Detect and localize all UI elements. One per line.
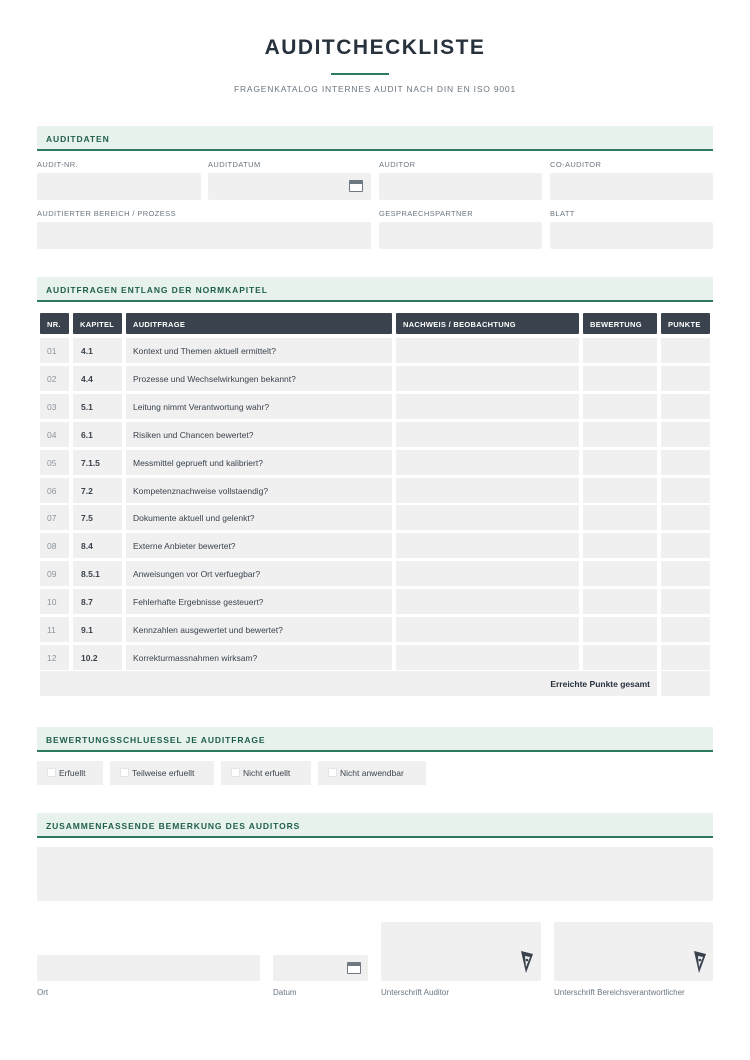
- cell-kapitel: 7.5: [73, 505, 122, 530]
- legend-checkbox[interactable]: [231, 768, 240, 777]
- co-auditor-field[interactable]: [550, 173, 713, 200]
- cell-bewertung-input[interactable]: [583, 422, 657, 447]
- cell-kapitel: 10.2: [73, 645, 122, 670]
- legend-label: Nicht erfuellt: [243, 768, 291, 778]
- cell-punkte-input[interactable]: [661, 422, 710, 447]
- cell-punkte-input[interactable]: [661, 478, 710, 503]
- legend-checkbox[interactable]: [47, 768, 56, 777]
- legend-option-nicht-erfuellt: [221, 761, 311, 785]
- datum-field[interactable]: [273, 955, 368, 981]
- cell-nachweis-input[interactable]: [396, 533, 579, 558]
- col-header-punkte: PUNKTE: [661, 313, 710, 334]
- cell-nachweis-input[interactable]: [396, 478, 579, 503]
- cell-punkte-input[interactable]: [661, 533, 710, 558]
- cell-kapitel: 7.1.5: [73, 450, 122, 475]
- section-bewertungsschluessel: [37, 727, 713, 752]
- cell-auditfrage: Kennzahlen ausgewertet und bewertet?: [126, 617, 392, 642]
- legend-option-nicht-anwendbar: [318, 761, 426, 785]
- total-label: Erreichte Punkte gesamt: [550, 679, 650, 689]
- pen-icon: [520, 950, 534, 974]
- cell-auditfrage: Risiken und Chancen bewertet?: [126, 422, 392, 447]
- gespraechspartner-field[interactable]: [379, 222, 542, 249]
- cell-punkte-input[interactable]: [661, 450, 710, 475]
- col-header-bewertung: BEWERTUNG: [583, 313, 657, 334]
- cell-nr: 08: [40, 533, 69, 558]
- section-auditfragen: [37, 277, 713, 302]
- cell-punkte-input[interactable]: [661, 505, 710, 530]
- signature-verantwortlicher-field[interactable]: [554, 922, 713, 981]
- pen-icon: [693, 950, 707, 974]
- datum-label: Datum: [273, 988, 297, 997]
- total-label-bar: [40, 671, 657, 696]
- cell-bewertung-input[interactable]: [583, 394, 657, 419]
- cell-auditfrage: Kompetenznachweise vollstaendig?: [126, 478, 392, 503]
- calendar-icon[interactable]: [349, 180, 363, 192]
- cell-nachweis-input[interactable]: [396, 366, 579, 391]
- cell-nr: 06: [40, 478, 69, 503]
- cell-punkte-input[interactable]: [661, 589, 710, 614]
- col-header-auditfrage: AUDITFRAGE: [126, 313, 392, 334]
- legend-option-erfuellt: [37, 761, 103, 785]
- legend-option-teilweise: [110, 761, 214, 785]
- ort-field[interactable]: [37, 955, 260, 981]
- cell-bewertung-input[interactable]: [583, 645, 657, 670]
- cell-nachweis-input[interactable]: [396, 338, 579, 363]
- cell-auditfrage: Dokumente aktuell und gelenkt?: [126, 505, 392, 530]
- cell-auditfrage: Messmittel geprueft und kalibriert?: [126, 450, 392, 475]
- cell-nachweis-input[interactable]: [396, 561, 579, 586]
- cell-bewertung-input[interactable]: [583, 338, 657, 363]
- cell-auditfrage: Leitung nimmt Verantwortung wahr?: [126, 394, 392, 419]
- section-auditdaten: [37, 126, 713, 151]
- cell-kapitel: 8.4: [73, 533, 122, 558]
- cell-kapitel: 4.1: [73, 338, 122, 363]
- auditor-field[interactable]: [379, 173, 542, 200]
- cell-auditfrage: Externe Anbieter bewertet?: [126, 533, 392, 558]
- page-subtitle: FRAGENKATALOG INTERNES AUDIT NACH DIN EN ISO 9001: [234, 84, 516, 94]
- cell-nachweis-input[interactable]: [396, 450, 579, 475]
- cell-nr: 05: [40, 450, 69, 475]
- cell-kapitel: 7.2: [73, 478, 122, 503]
- title-divider: [331, 73, 389, 75]
- cell-kapitel: 4.4: [73, 366, 122, 391]
- cell-auditfrage: Anweisungen vor Ort verfuegbar?: [126, 561, 392, 586]
- cell-punkte-input[interactable]: [661, 617, 710, 642]
- cell-nachweis-input[interactable]: [396, 589, 579, 614]
- legend-checkbox[interactable]: [328, 768, 337, 777]
- cell-nachweis-input[interactable]: [396, 394, 579, 419]
- calendar-icon[interactable]: [347, 962, 361, 974]
- cell-punkte-input[interactable]: [661, 561, 710, 586]
- bemerkung-textarea[interactable]: [37, 847, 713, 901]
- cell-nr: 11: [40, 617, 69, 642]
- audit-nr-field[interactable]: [37, 173, 201, 200]
- bereich-label: AUDITIERTER BEREICH / PROZESS: [37, 209, 176, 218]
- cell-kapitel: 5.1: [73, 394, 122, 419]
- cell-auditfrage: Fehlerhafte Ergebnisse gesteuert?: [126, 589, 392, 614]
- cell-punkte-input[interactable]: [661, 645, 710, 670]
- blatt-label: BLATT: [550, 209, 575, 218]
- section-heading: BEWERTUNGSSCHLUESSEL JE AUDITFRAGE: [46, 735, 266, 745]
- legend-checkbox[interactable]: [120, 768, 129, 777]
- cell-nachweis-input[interactable]: [396, 645, 579, 670]
- ort-label: Ort: [37, 988, 49, 997]
- cell-nachweis-input[interactable]: [396, 505, 579, 530]
- section-heading: AUDITFRAGEN ENTLANG DER NORMKAPITEL: [46, 285, 268, 295]
- col-header-kapitel: KAPITEL: [73, 313, 122, 334]
- legend-label: Erfuellt: [59, 768, 86, 778]
- cell-nr: 01: [40, 338, 69, 363]
- col-header-nr: NR.: [40, 313, 69, 334]
- cell-punkte-input[interactable]: [661, 338, 710, 363]
- cell-nachweis-input[interactable]: [396, 617, 579, 642]
- auditor-label: AUDITOR: [379, 160, 416, 169]
- cell-auditfrage: Kontext und Themen aktuell ermittelt?: [126, 338, 392, 363]
- total-points-field[interactable]: [661, 671, 710, 696]
- cell-kapitel: 8.7: [73, 589, 122, 614]
- auditdatum-field[interactable]: [208, 173, 371, 200]
- gespraechspartner-label: GESPRAECHSPARTNER: [379, 209, 474, 218]
- cell-punkte-input[interactable]: [661, 394, 710, 419]
- signature-auditor-label: Unterschrift Auditor: [381, 988, 450, 997]
- cell-nr: 02: [40, 366, 69, 391]
- cell-bewertung-input[interactable]: [583, 505, 657, 530]
- signature-verantwortlicher-label: Unterschrift Bereichsverantwortlicher: [554, 988, 685, 997]
- section-bemerkung: [37, 813, 713, 838]
- section-heading: AUDITDATEN: [46, 134, 110, 144]
- cell-bewertung-input[interactable]: [583, 589, 657, 614]
- cell-nr: 09: [40, 561, 69, 586]
- legend-label: Nicht anwendbar: [340, 768, 404, 778]
- cell-kapitel: 8.5.1: [73, 561, 122, 586]
- cell-nachweis-input[interactable]: [396, 422, 579, 447]
- audit-nr-label: AUDIT-NR.: [37, 160, 79, 169]
- bereich-field[interactable]: [37, 222, 371, 249]
- cell-bewertung-input[interactable]: [583, 366, 657, 391]
- cell-bewertung-input[interactable]: [583, 450, 657, 475]
- cell-bewertung-input[interactable]: [583, 533, 657, 558]
- cell-kapitel: 6.1: [73, 422, 122, 447]
- cell-bewertung-input[interactable]: [583, 561, 657, 586]
- cell-nr: 12: [40, 645, 69, 670]
- cell-nr: 04: [40, 422, 69, 447]
- cell-kapitel: 9.1: [73, 617, 122, 642]
- cell-nr: 03: [40, 394, 69, 419]
- signature-auditor-field[interactable]: [381, 922, 541, 981]
- cell-bewertung-input[interactable]: [583, 617, 657, 642]
- cell-nr: 07: [40, 505, 69, 530]
- co-auditor-label: CO-AUDITOR: [550, 160, 602, 169]
- cell-punkte-input[interactable]: [661, 366, 710, 391]
- section-heading: ZUSAMMENFASSENDE BEMERKUNG DES AUDITORS: [46, 821, 301, 831]
- page-title: AUDITCHECKLISTE: [264, 36, 486, 59]
- auditdatum-label: AUDITDATUM: [208, 160, 261, 169]
- cell-bewertung-input[interactable]: [583, 478, 657, 503]
- cell-nr: 10: [40, 589, 69, 614]
- cell-auditfrage: Korrekturmassnahmen wirksam?: [126, 645, 392, 670]
- legend-label: Teilweise erfuellt: [132, 768, 195, 778]
- blatt-field[interactable]: [550, 222, 713, 249]
- cell-auditfrage: Prozesse und Wechselwirkungen bekannt?: [126, 366, 392, 391]
- col-header-nachweis: NACHWEIS / BEOBACHTUNG: [396, 313, 579, 334]
